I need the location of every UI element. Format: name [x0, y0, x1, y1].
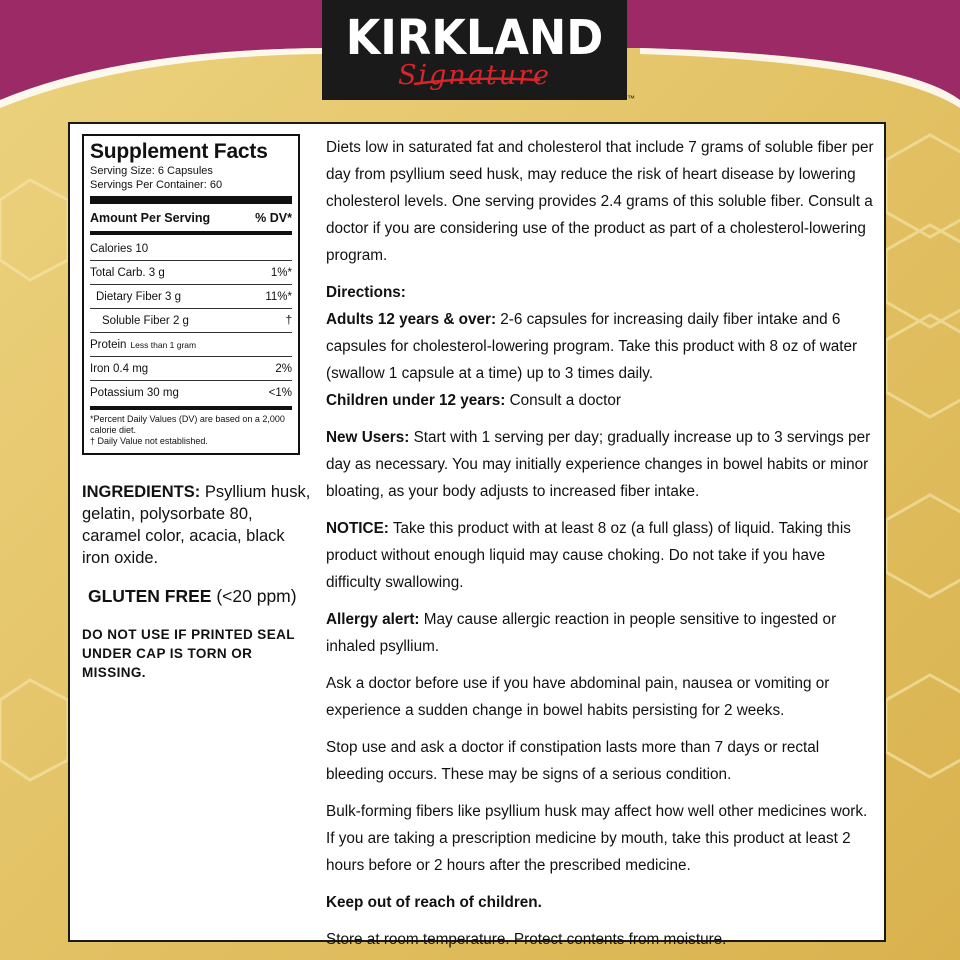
ask-doctor-warning: Ask a doctor before use if you have abdominal pain, nausea or vomiting or experience a sudden change in bowel habits persisting for 2 weeks. — [326, 675, 830, 719]
facts-row — [90, 260, 292, 284]
nutrient-label — [90, 339, 196, 351]
new-users-text: Start with 1 serving per day; gradually increase up to 3 servings per day as necessary. You may initially experience changes in bowel habits or minor bloating, as your body adjusts to increased fiber intake. — [326, 429, 871, 500]
keep-out-warning — [326, 889, 874, 916]
facts-row — [90, 380, 292, 404]
notice-label: NOTICE: — [326, 520, 389, 537]
servings-per-container: Servings Per Container: 60 — [90, 179, 223, 191]
serving-size: Serving Size: 6 Capsules — [90, 165, 213, 177]
amount-header: Amount Per Serving — [90, 210, 211, 225]
notice — [326, 515, 874, 596]
adults-text: 2-6 capsules for increasing daily fiber intake and 6 capsules for cholesterol-lowering program. Take this product with 8 oz of water (swallow 1 capsule at a time) up to 3 times daily. — [326, 311, 858, 382]
brand-logo — [322, 0, 627, 100]
gluten-free — [82, 585, 312, 607]
keep-out-text: Keep out of reach of children. — [326, 894, 542, 911]
facts-row — [90, 237, 292, 260]
adults-directions — [326, 306, 874, 387]
ingredients-text: Psyllium husk, gelatin, polysorbate 80, caramel color, acacia, black iron oxide. — [82, 483, 311, 567]
notice-text: Take this product with at least 8 oz (a full glass) of liquid. Taking this product without enough liquid may cause choking. Do not take if you have difficulty swallowing. — [326, 520, 851, 591]
brand-subtitle: Signature — [397, 60, 552, 91]
ingredients-label: INGREDIENTS: — [82, 483, 201, 501]
facts-row — [90, 284, 292, 308]
dv-header: % DV* — [255, 210, 292, 225]
adults-label: Adults 12 years & over: — [326, 311, 497, 328]
bulk-forming-warning: Bulk-forming fibers like psyllium husk may affect how well other medicines work. If you are taking a prescription medicine by mouth, take this product at least 2 hours before or 2 hours after the prescribed medicine. — [326, 803, 868, 874]
label-panel — [68, 122, 886, 948]
allergy-text: May cause allergic reaction in people sensitive to ingested or inhaled psyllium. — [326, 611, 837, 655]
new-users — [326, 424, 874, 505]
divider-thick — [90, 196, 292, 204]
nutrient-dv: 11%* — [265, 290, 292, 303]
ingredients — [82, 481, 312, 569]
left-column — [82, 134, 312, 682]
logo-swoosh-icon — [412, 74, 542, 88]
children-directions — [326, 387, 874, 414]
children-label: Children under 12 years: — [326, 392, 506, 409]
right-column — [326, 134, 874, 953]
dv-footnote-dagger: † Daily Value not established. — [90, 436, 208, 446]
supplement-facts-box — [82, 134, 300, 455]
directions-title — [326, 279, 874, 306]
nutrient-label: Iron 0.4 mg — [90, 362, 149, 375]
nutrient-label: Soluble Fiber 2 g — [102, 314, 189, 327]
facts-row — [90, 332, 292, 356]
facts-title: Supplement Facts — [90, 140, 268, 163]
divider-medium — [90, 231, 292, 235]
dv-footnote: *Percent Daily Values (DV) are based on a 2,000 calorie diet. — [90, 414, 285, 435]
facts-row — [90, 308, 292, 332]
facts-header-row — [90, 206, 292, 229]
nutrient-label: Calories 10 — [90, 242, 149, 255]
stop-use-warning: Stop use and ask a doctor if constipation lasts more than 7 days or rectal bleeding occurs. These may be signs of a serious condition. — [326, 739, 820, 783]
allergy-alert — [326, 606, 874, 660]
brand-name: KIRKLAND — [345, 10, 604, 66]
divider-medium — [90, 406, 292, 410]
nutrient-name: Protein — [90, 338, 127, 351]
allergy-label: Allergy alert: — [326, 611, 420, 628]
nutrient-note: Less than 1 gram — [130, 339, 197, 350]
trademark-symbol: ™ — [627, 94, 635, 103]
nutrient-label: Potassium 30 mg — [90, 386, 179, 399]
gluten-free-text: (<20 ppm) — [211, 586, 297, 606]
directions-heading: Directions: — [326, 284, 406, 301]
new-users-label: New Users: — [326, 429, 410, 446]
nutrient-dv: 2% — [275, 362, 292, 375]
nutrient-dv: <1% — [268, 386, 292, 399]
children-text: Consult a doctor — [505, 392, 622, 409]
seal-warning: DO NOT USE IF PRINTED SEAL UNDER CAP IS TORN OR MISSING. — [82, 627, 295, 680]
nutrient-label: Dietary Fiber 3 g — [96, 290, 182, 303]
nutrient-dv: 1%* — [270, 266, 292, 279]
nutrient-label: Total Carb. 3 g — [90, 266, 165, 279]
storage-instructions: Store at room temperature. Protect contents from moisture. — [326, 931, 727, 948]
nutrient-dv: † — [285, 314, 292, 327]
facts-row — [90, 356, 292, 380]
health-claim: Diets low in saturated fat and cholesterol that include 7 grams of soluble fiber per day from psyllium seed husk, may reduce the risk of heart disease by lowering cholesterol levels. One serving provides 2.4 grams of this soluble fiber. Consult a doctor if you are considering use of the product as part of a cholesterol-lowering program. — [326, 139, 874, 264]
gluten-free-label: GLUTEN FREE — [88, 586, 212, 606]
